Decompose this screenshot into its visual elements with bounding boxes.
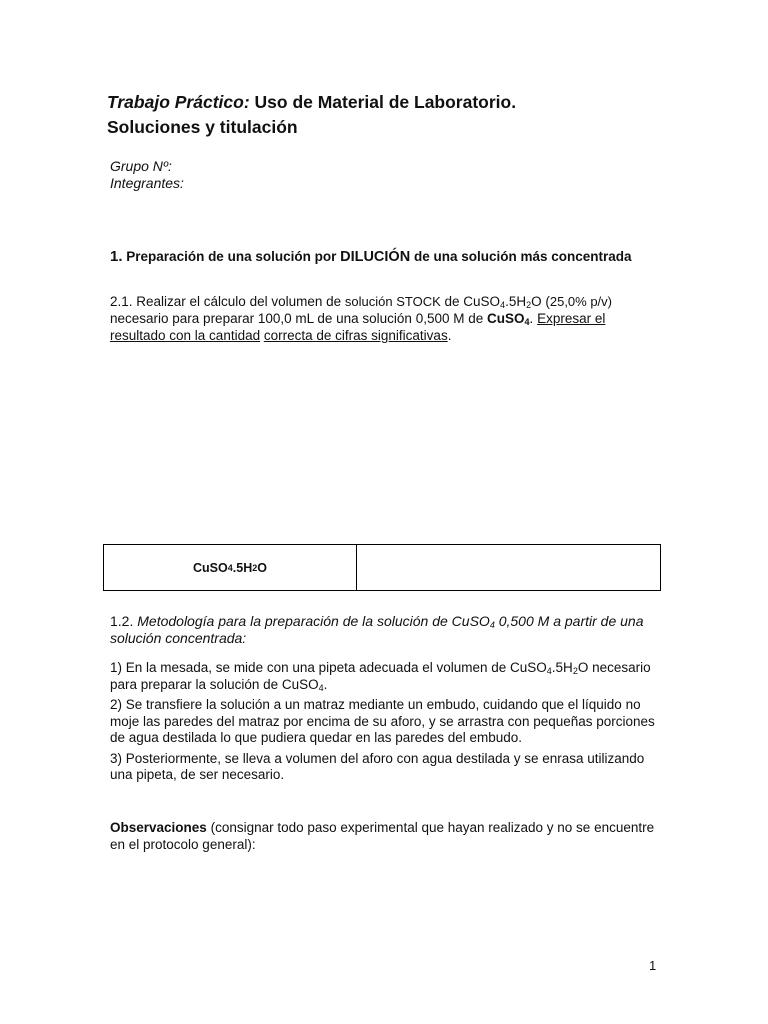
subscript: 4 (524, 317, 530, 327)
subscript: 2 (526, 300, 532, 310)
item-2-1 (110, 293, 670, 344)
group-number-label: Grupo Nº: (110, 158, 172, 174)
formula-part: CuSO (193, 560, 228, 575)
item-2-1-c3: O ( (531, 294, 550, 309)
item-2-1-c2: .5H (505, 294, 527, 309)
item-1-2-b: Metodología para la preparación de la solución de CuSO (137, 613, 490, 629)
item-2-1-e: necesario para preparar 100,0 mL de una solución 0,500 M de (110, 311, 484, 326)
item-1-2-c: 0,500 M a partir de una solución concentrada: (110, 613, 644, 646)
step-1-d: . (323, 676, 328, 692)
section-1-number: 1. (110, 248, 123, 265)
step-1-c: O necesario para preparar la solución de CuSO (110, 660, 651, 692)
item-2-1-j: correcta de cifras significativas (263, 328, 448, 343)
step-3: 3) Posteriormente, se lleva a volumen del aforo con agua destilada y se enrasa utilizando una pipeta, de ser necesario. (110, 750, 645, 782)
group-info (110, 158, 184, 192)
item-1-2-number: 1.2. (110, 613, 134, 629)
table-cell-answer[interactable] (357, 545, 660, 590)
subscript: 4 (318, 682, 324, 693)
formula-part: .5H (232, 560, 253, 575)
title-italic: Trabajo Práctico: (107, 92, 250, 112)
observations-label: Observaciones (110, 820, 207, 835)
item-2-1-i: resultado con la cantidad (110, 328, 261, 343)
step-1-a: 1) En la mesada, se mide con una pipeta adecuada el volumen de CuSO (110, 660, 547, 675)
document-title (107, 90, 516, 140)
page-number: 1 (649, 958, 657, 973)
members-label: Integrantes: (110, 175, 184, 191)
observations (110, 820, 670, 853)
section-1-heading-b: DILUCIÓN (340, 249, 411, 265)
table-cell-formula: CuSO 4 .5H 2 O (104, 545, 357, 590)
item-2-1-a: 2.1. Realizar el cálculo del volumen de (110, 294, 342, 309)
item-2-1-k: . (447, 328, 452, 343)
section-1-heading-a: Preparación de una solución por (126, 249, 337, 264)
procedure-steps (110, 660, 670, 788)
item-2-1-b: solución STOCK (344, 294, 441, 309)
subscript: 4 (500, 300, 506, 310)
subscript: 4 (489, 620, 495, 630)
item-2-1-c: de CuSO (444, 294, 501, 309)
section-1-heading (110, 247, 670, 267)
title-line2: Soluciones y titulación (107, 117, 298, 137)
item-2-1-h: Expresar el (537, 311, 606, 326)
formula-part: O (257, 560, 267, 575)
subscript: 2 (572, 666, 578, 676)
item-2-1-d: 25,0% p/v) (549, 294, 613, 309)
answer-table (103, 544, 661, 591)
item-2-1-g: . (529, 311, 534, 326)
item-2-1-f: CuSO (487, 311, 525, 326)
step-1 (110, 660, 670, 693)
subscript: 4 (546, 666, 552, 676)
item-1-2 (110, 613, 670, 647)
step-2: 2) Se transfiere la solución a un matraz mediante un embudo, cuidando que el líquido no moje las paredes del matraz por encima de su aforo, y se arrastra con pequeñas porciones de agua destilada lo que pudiera quedar en las paredes del embudo. (110, 697, 655, 745)
observations-text: (consignar todo paso experimental que hayan realizado y no se encuentre en el protocolo general): (110, 820, 655, 852)
section-1-heading-c: de una solución más concentrada (413, 249, 632, 264)
step-1-b: .5H (551, 660, 573, 675)
title-rest: Uso de Material de Laboratorio. (254, 92, 517, 112)
